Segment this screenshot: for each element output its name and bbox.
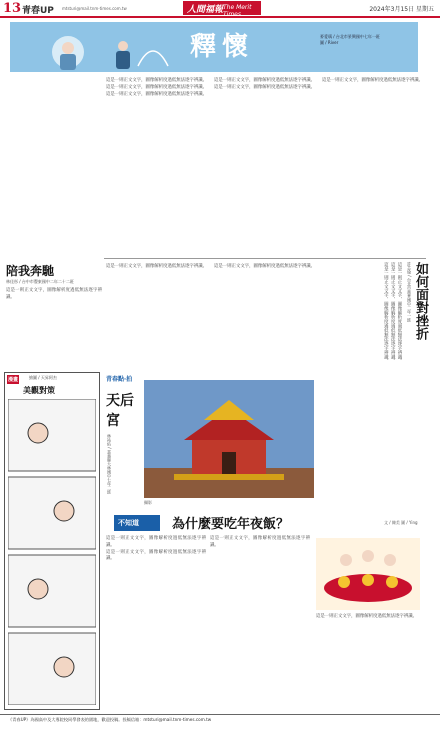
paragraph: 這是一則正文文字，圖像解析度過低無法逐字辨識。	[106, 549, 206, 562]
temple-photo	[144, 380, 314, 498]
release-column-3	[320, 76, 425, 256]
temple-title: 天后宮	[106, 393, 134, 429]
logo-chinese: 人間福報	[187, 5, 224, 15]
comic-strip	[4, 372, 100, 710]
logo-english: The Merit Times	[223, 4, 252, 18]
release-column-2	[212, 76, 317, 256]
ride-column-3	[212, 262, 318, 372]
nye-column-1	[106, 536, 206, 686]
paragraph: 這是一則正文文字，圖像解析度過低無法逐字辨識。	[106, 84, 207, 90]
paragraph: 這是一則正文文字，圖像解析度過低無法逐字辨識。	[214, 78, 315, 83]
paragraph: 這是一則正文文字，圖像解析度過低無法逐字辨識。	[316, 614, 417, 619]
paragraph: 這是一則正文文字，圖像解析度過低無法逐字辨識。	[210, 536, 310, 548]
section-email[interactable]: mtsturi@mail.tnm-times.com.tw	[62, 6, 127, 11]
nye-illustration	[316, 538, 420, 610]
paragraph: 這是一則正文文字，圖像解析度過低無法逐字辨識。	[6, 288, 102, 300]
comic-title: 美觀對策	[23, 386, 55, 395]
nye-article	[104, 508, 422, 688]
paragraph: 這是一則正文文字，圖像解析度過低無法逐字辨識。	[106, 264, 207, 269]
page-number: 13	[3, 1, 22, 16]
paragraph: 這是一則正文文字，圖像解析度過低無法逐字辨識。	[397, 262, 402, 364]
paragraph: 這是一則正文文字，圖像解析度過低無法逐字辨識。	[214, 264, 315, 269]
issue-date: 2024年3月15日 星期五	[369, 6, 434, 13]
face-body	[324, 262, 402, 502]
paragraph: 這是一則正文文字，圖像解析度過低無法逐字辨識。	[106, 91, 207, 97]
paragraph: 這是一則正文文字，圖像解析度過低無法逐字辨識。	[322, 78, 423, 83]
paragraph: 這是一則正文文字，圖像解析度過低無法逐字辨識。	[214, 84, 315, 90]
face-author: 許芯瑜 / 台北市萬華國中二年一班	[407, 262, 412, 322]
nye-column-3	[316, 614, 420, 686]
nye-column-2	[210, 536, 310, 686]
footer	[0, 714, 440, 735]
face-title: 如何面對挫折	[413, 262, 428, 340]
nye-tag: 不知道	[118, 519, 139, 527]
comic-panels	[8, 399, 96, 705]
footer-text: 《青春UP》為國高中及大專院校同學發表的園地，歡迎投稿。投稿信箱：mtsturi@mail.tnm-times.com.tw	[8, 717, 212, 722]
ride-column-2	[104, 262, 210, 372]
ride-body	[6, 288, 102, 302]
feature-banner	[10, 22, 418, 72]
divider	[104, 258, 426, 259]
temple-photographer: 林祐佑 / 嘉義縣大林國中七年二班	[107, 434, 112, 494]
banner-illustration	[28, 26, 178, 72]
banner-title: 釋懷	[190, 32, 255, 62]
face-article	[322, 262, 432, 507]
banner-author: 麥愛瑀 / 台北市景興國中七年一班	[320, 34, 380, 39]
comic-tag: 漫畫	[8, 377, 19, 383]
newspaper-logo	[183, 1, 261, 18]
paragraph: 這是一則正文文字，圖像解析度過低無法逐字辨識。	[383, 262, 389, 364]
temple-text-block	[106, 390, 140, 494]
paragraph: 這是一則正文文字，圖像解析度過低無法逐字辨識。	[390, 262, 396, 364]
masthead	[0, 0, 440, 18]
nye-title: 為什麼要吃年夜飯？	[172, 517, 290, 532]
comic-author: 繪圖 / 天昇阿杰	[29, 375, 57, 380]
temple-photo-feature	[104, 372, 319, 520]
paragraph: 這是一則正文文字，圖像解析度過低無法逐字辨識。	[106, 536, 206, 548]
ride-title: 陪我奔馳	[6, 264, 55, 278]
section-name: 青春UP	[22, 6, 54, 16]
nye-tag-box	[114, 515, 160, 531]
nye-byline: 文 / 陳美 圖 / Ying	[384, 520, 418, 525]
banner-byline-block	[320, 34, 420, 46]
temple-caption: 攝影	[144, 500, 152, 505]
temple-section-tag: 青春點‧拍	[106, 376, 133, 383]
ride-author: 林佳彤 / 台中市豐東國中二年二十二班	[6, 279, 74, 284]
paragraph: 這是一則正文文字，圖像解析度過低無法逐字辨識。	[106, 78, 207, 83]
banner-illustrator: 圖 / River	[320, 40, 339, 45]
ride-article	[6, 262, 102, 372]
release-column-1	[104, 76, 209, 256]
